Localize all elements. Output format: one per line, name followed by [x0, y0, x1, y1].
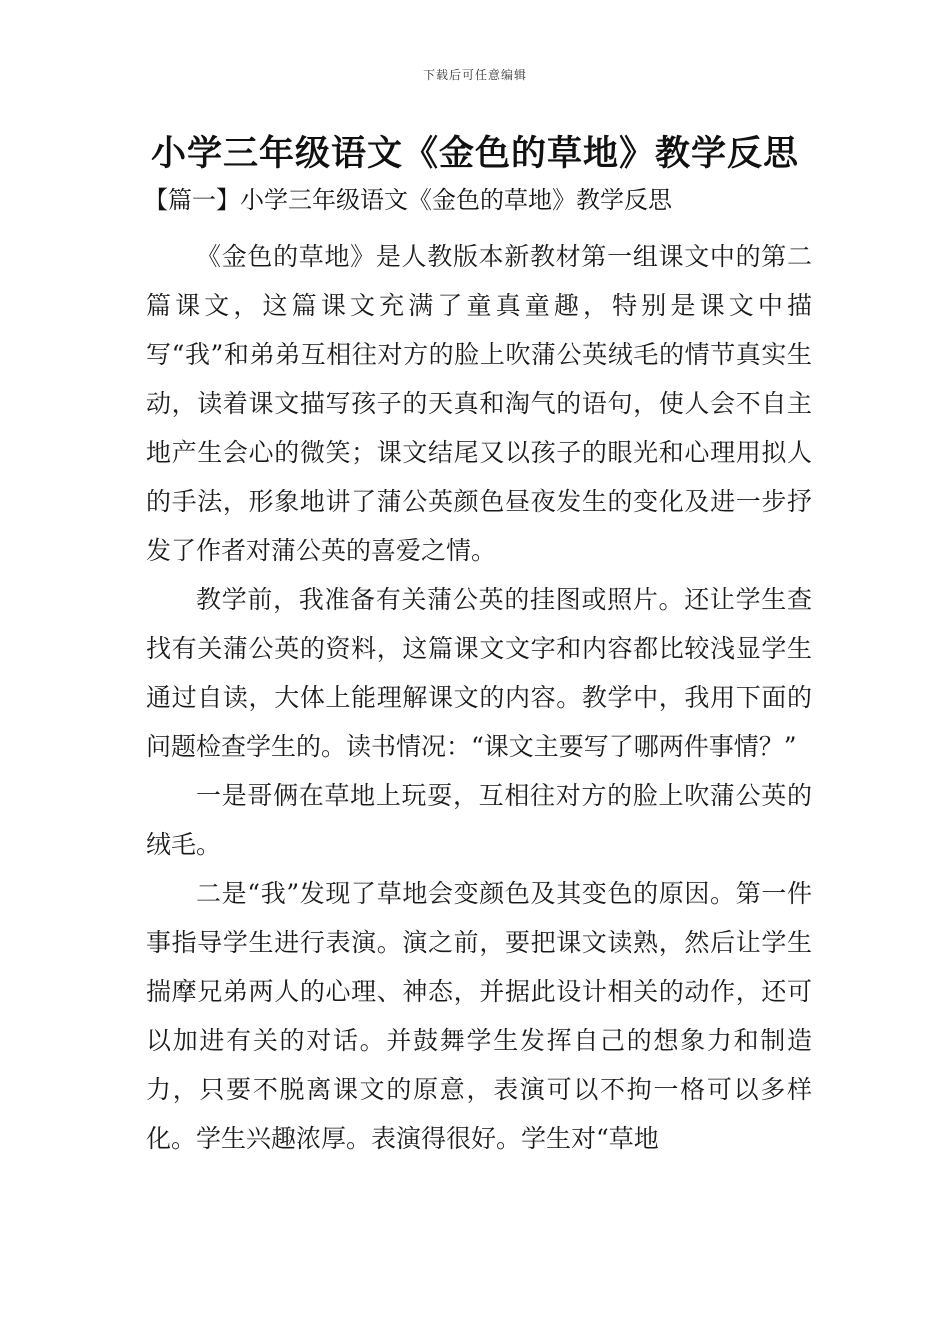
paragraph-4: 二是“我”发现了草地会变颜色及其变色的原因。第一件事指导学生进行表演。演之前，要把课文读熟，然后让学生揣摩兄弟两人的心理、神态，并据此设计相关的动作，还可以加进有关的对话。并鼓舞学生发挥自己的想象力和制造力，只要不脱离课文的原意，表演可以不拘一格可以多样化。学生兴趣浓厚。表演得很好。学生对“草地: [146, 879, 812, 1153]
section-heading: 【篇一】小学三年级语文《金色的草地》教学反思: [144, 186, 672, 214]
paragraph-2: 教学前，我准备有关蒲公英的挂图或照片。还让学生查找有关蒲公英的资料，这篇课文文字和内容都比较浅显学生通过自读，大体上能理解课文的内容。教学中，我用下面的问题检查学生的。读书情况：“课文主要写了哪两件事情？”: [146, 585, 812, 761]
article-body: [146, 232, 812, 1163]
paragraph-3: 一是哥俩在草地上玩耍，互相往对方的脸上吹蒲公英的绒毛。: [146, 781, 812, 859]
paragraph-1: 《金色的草地》是人教版本新教材第一组课文中的第二篇课文，这篇课文充满了童真童趣，特别是课文中描写“我”和弟弟互相往对方的脸上吹蒲公英绒毛的情节真实生动，读着课文描写孩子的天真和淘气的语句，使人会不自主地产生会心的微笑；课文结尾又以孩子的眼光和心理用拟人的手法，形象地讲了蒲公英颜色昼夜发生的变化及进一步抒发了作者对蒲公英的喜爱之情。: [146, 242, 812, 565]
document-title: 小学三年级语文《金色的草地》教学反思: [150, 134, 799, 174]
page-header-note: 下载后可任意编辑: [422, 68, 527, 82]
